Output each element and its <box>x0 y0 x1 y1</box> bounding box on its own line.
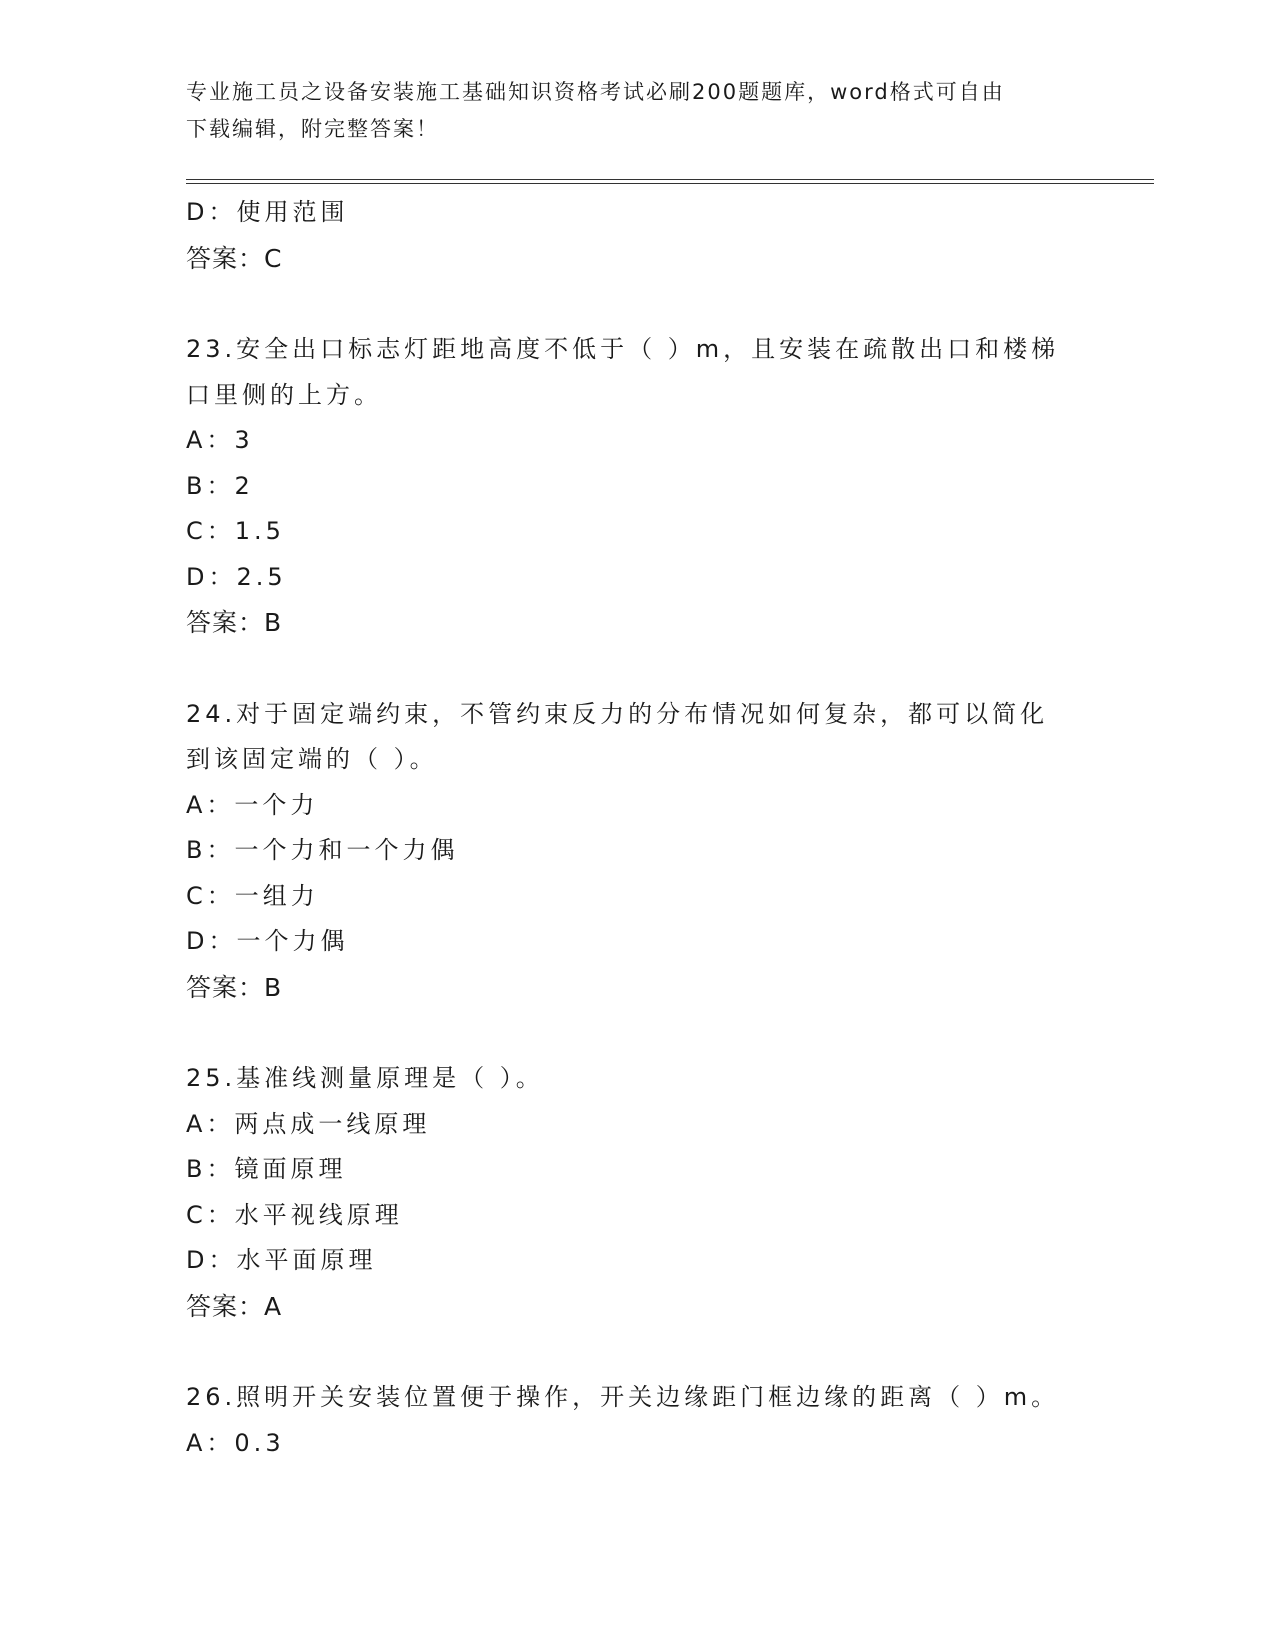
question-22-tail <box>186 190 1086 281</box>
header-divider-bottom <box>186 183 1154 184</box>
answer: 答案：C <box>186 243 283 273</box>
question-stem-line-1: 25.基准线测量原理是（ ）。 <box>186 1064 544 1092</box>
header-line-2: 下载编辑，附完整答案！ <box>186 117 439 141</box>
option-a: A：3 <box>186 426 254 454</box>
question-stem-line-1: 24.对于固定端约束，不管约束反力的分布情况如何复杂，都可以简化 <box>186 699 1049 728</box>
option-c: C：水平视线原理 <box>186 1200 403 1229</box>
question-stem-line-2: 口里侧的上方。 <box>186 380 382 409</box>
option-b: B：一个力和一个力偶 <box>186 836 459 864</box>
option-b: B：镜面原理 <box>186 1155 347 1183</box>
answer: 答案：A <box>186 1291 283 1321</box>
option-b: B：2 <box>186 471 254 500</box>
question-stem-line-2: 到该固定端的（ ）。 <box>186 745 438 773</box>
option-d: D：水平面原理 <box>186 1246 377 1274</box>
header-line-1: 专业施工员之设备安装施工基础知识资格考试必刷200题题库，word格式可自由 <box>186 80 1005 104</box>
document-header <box>186 74 1066 148</box>
spacer <box>186 1010 1086 1056</box>
header-divider-top <box>186 179 1154 180</box>
answer: 答案：B <box>186 608 283 637</box>
spacer <box>186 281 1086 327</box>
option-d: D：2.5 <box>186 562 287 591</box>
option-a: A：两点成一线原理 <box>186 1109 431 1138</box>
option-a: A：一个力 <box>186 790 319 819</box>
option-c: C：1.5 <box>186 517 285 545</box>
question-stem-line-1: 26.照明开关安装位置便于操作，开关边缘距门框边缘的距离（ ）m。 <box>186 1383 1060 1411</box>
option-d: D：使用范围 <box>186 198 349 226</box>
spacer <box>186 1329 1086 1375</box>
question-23 <box>186 327 1086 646</box>
question-25 <box>186 1056 1086 1329</box>
option-d: D：一个力偶 <box>186 927 349 955</box>
question-list <box>186 190 1086 1466</box>
question-stem-line-1: 23.安全出口标志灯距地高度不低于（ ）m，且安装在疏散出口和楼梯 <box>186 335 1060 363</box>
option-c: C：一组力 <box>186 881 319 910</box>
option-a: A：0.3 <box>186 1428 285 1457</box>
question-24 <box>186 692 1086 1011</box>
spacer <box>186 646 1086 692</box>
question-26 <box>186 1375 1086 1466</box>
answer: 答案：B <box>186 972 283 1002</box>
